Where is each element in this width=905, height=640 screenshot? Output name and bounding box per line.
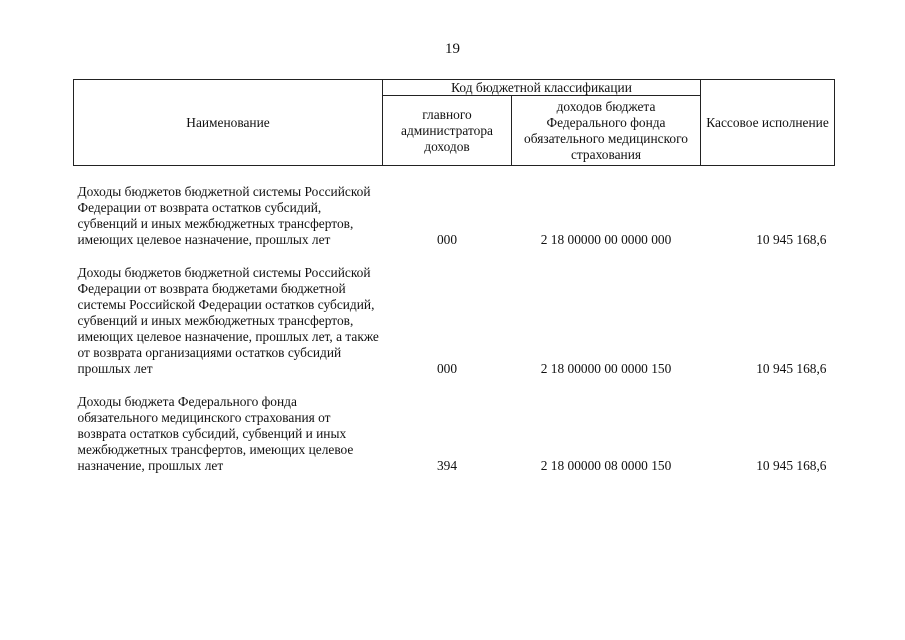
row-execution: 10 945 168,6 (756, 458, 827, 473)
row-execution: 10 945 168,6 (756, 361, 827, 376)
row-name: Доходы бюджета Федерального фонда обязательного медицинского страхования от возврата остатков субсидий, субвенций и иных межбюджетных трансфертов, имеющих целевое назначение, прошлых лет (77, 394, 354, 473)
table-row (74, 394, 835, 491)
header-admin: главного администратора доходов (383, 96, 512, 166)
table-spacer (74, 166, 835, 185)
header-name: Наименование (74, 80, 383, 166)
header-revenue-code: доходов бюджета Федерального фонда обязательного медицинского страхования (512, 96, 701, 166)
row-admin-code: 394 (436, 458, 458, 473)
header-execution: Кассовое исполнение (701, 80, 835, 166)
row-admin-code: 000 (436, 232, 458, 247)
row-name: Доходы бюджетов бюджетной системы Российской Федерации от возврата бюджетами бюджетной системы Российской Федерации остатков субсидий, субвенций и иных межбюджетных трансфертов, имеющих целевое назначение, прошлых лет, а также от возврата организациями остатков субсидий прошлых лет (77, 265, 379, 376)
row-name: Доходы бюджетов бюджетной системы Российской Федерации от возврата остатков субсидий, субвенций и иных межбюджетных трансфертов, имеющих целевое назначение, прошлых лет (77, 184, 371, 247)
budget-table (73, 79, 835, 491)
table-body (74, 166, 835, 492)
row-revenue-code: 2 18 00000 00 0000 000 (540, 232, 672, 247)
table-header (74, 80, 835, 166)
row-execution: 10 945 168,6 (756, 232, 827, 247)
row-revenue-code: 2 18 00000 08 0000 150 (540, 458, 672, 473)
row-revenue-code: 2 18 00000 00 0000 150 (540, 361, 672, 376)
row-admin-code: 000 (436, 361, 458, 376)
table-row (74, 184, 835, 265)
table-row (74, 265, 835, 394)
header-classification-group: Код бюджетной классификации (383, 80, 701, 96)
page-number: 19 (445, 41, 460, 57)
